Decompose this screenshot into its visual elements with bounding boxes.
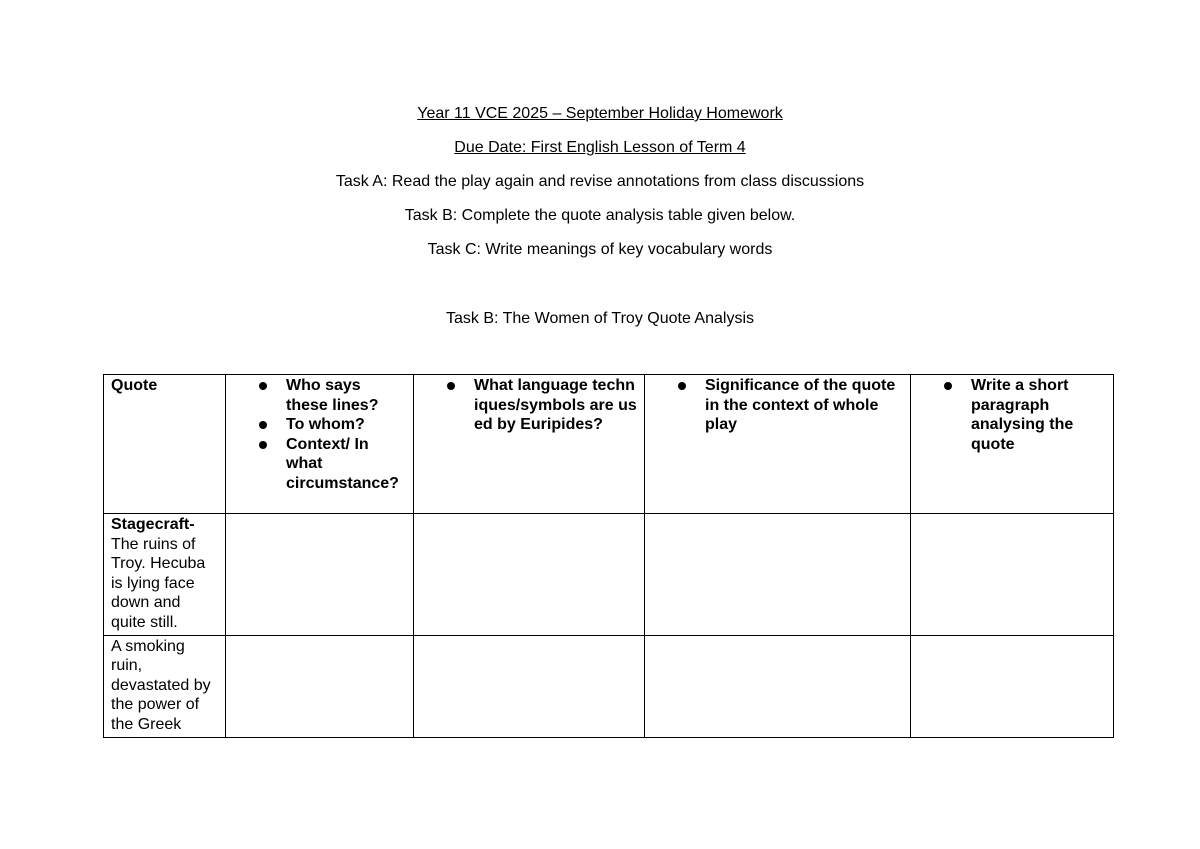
quote-cell: A smoking ruin, devastated by the power of the Greek: [104, 635, 226, 737]
header-quote: Quote: [104, 375, 226, 514]
bullet-icon: [259, 421, 267, 429]
bullet-icon: [944, 382, 952, 390]
list-item: Context/ In what circumstance?: [233, 435, 406, 494]
task-a: Task A: Read the play again and revise annotations from class discussions: [335, 173, 865, 190]
list-item: Who says these lines?: [233, 376, 406, 415]
bullet-icon: [259, 441, 267, 449]
quote-cell: Stagecraft- The ruins of Troy. Hecuba is lying face down and quite still.: [104, 514, 226, 636]
bullet-icon: [678, 382, 686, 390]
table-cell[interactable]: [645, 635, 911, 737]
table-title: Task B: The Women of Troy Quote Analysis: [446, 310, 754, 327]
header-who-says: [226, 375, 414, 514]
header-language-techniques: [414, 375, 645, 514]
table-cell[interactable]: [414, 514, 645, 636]
bullet-icon: [447, 382, 455, 390]
table-cell[interactable]: [414, 635, 645, 737]
table-cell[interactable]: [226, 635, 414, 737]
table-cell[interactable]: [911, 514, 1114, 636]
table-row: [104, 635, 1114, 737]
document-title: Year 11 VCE 2025 – September Holiday Homework: [417, 105, 783, 122]
list-item: Significance of the quote in the context of whole play: [652, 376, 903, 435]
due-date: Due Date: First English Lesson of Term 4: [454, 139, 746, 156]
task-b: Task B: Complete the quote analysis table given below.: [404, 207, 796, 224]
table-cell[interactable]: [645, 514, 911, 636]
table-cell[interactable]: [226, 514, 414, 636]
list-item: To whom?: [233, 415, 406, 435]
table-row: [104, 514, 1114, 636]
task-c: Task C: Write meanings of key vocabulary words: [427, 241, 773, 258]
header-paragraph: [911, 375, 1114, 514]
list-item: Write a short paragraph analysing the quote: [918, 376, 1106, 454]
list-item: What language techniques/symbols are used by Euripides?: [421, 376, 637, 435]
header-significance: [645, 375, 911, 514]
bullet-icon: [259, 382, 267, 390]
table-cell[interactable]: [911, 635, 1114, 737]
table-header-row: [104, 375, 1114, 514]
quote-analysis-table: [103, 374, 1114, 738]
